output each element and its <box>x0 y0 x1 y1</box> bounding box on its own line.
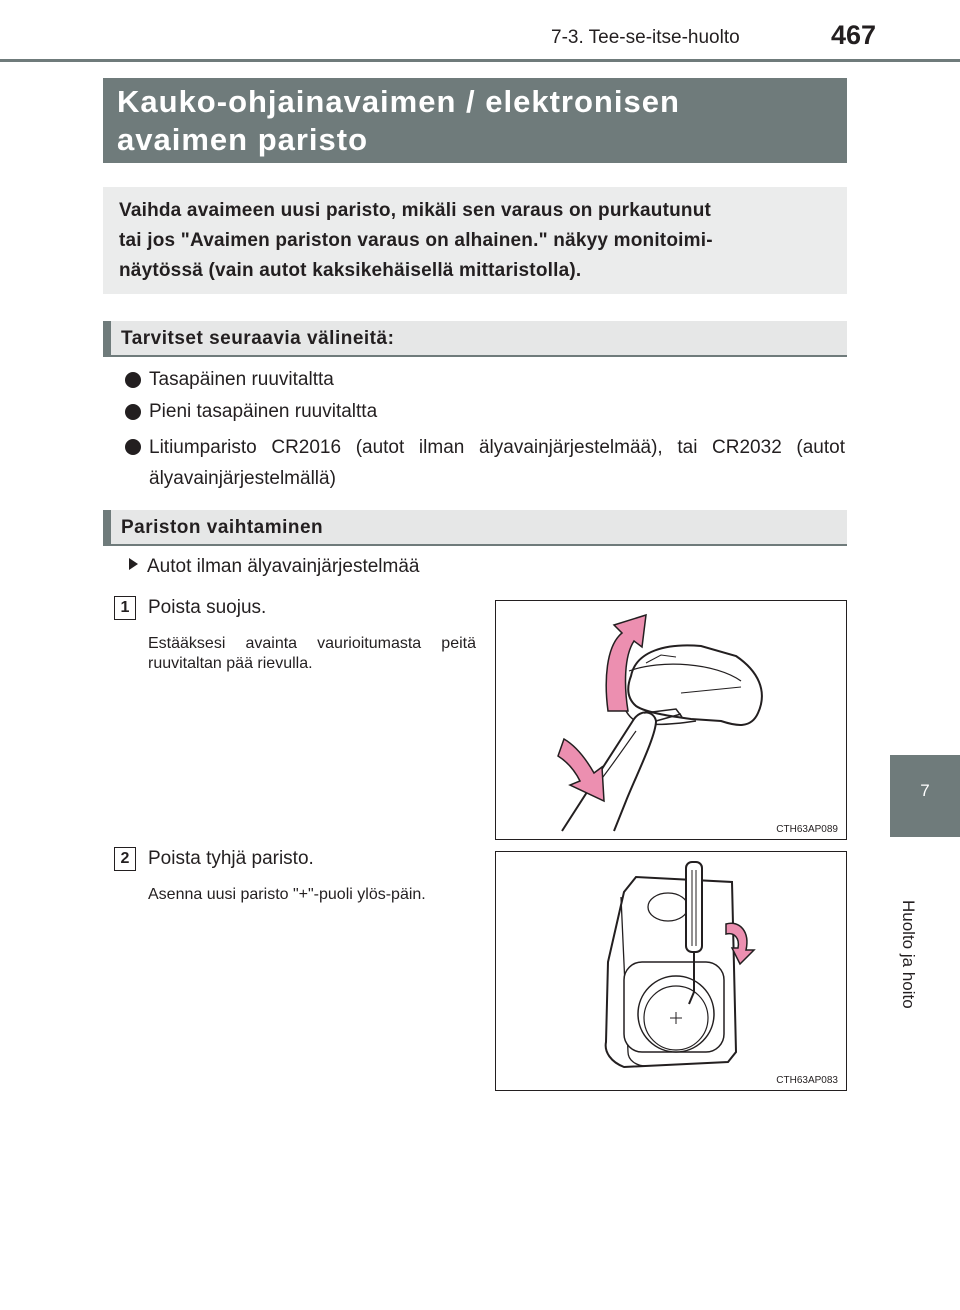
bullet-icon <box>125 439 141 455</box>
list-item <box>125 397 845 427</box>
page-title <box>103 78 847 163</box>
step-description: Estääksesi avainta vaurioitumasta peitä ruuvitaltan pää rievulla. <box>148 635 476 672</box>
intro-line-1: Vaihda avaimeen uusi paristo, mikäli sen varaus on purkautunut <box>119 200 712 221</box>
variant-text: Autot ilman älyavainjärjestelmää <box>147 556 420 577</box>
figure-code: CTH63AP083 <box>776 1075 838 1086</box>
page-number: 467 <box>831 20 877 50</box>
key-cover-illustration <box>496 601 848 841</box>
step-number-badge: 2 <box>114 847 136 871</box>
step-title: Poista tyhjä paristo. <box>148 848 314 869</box>
figure-remove-cover <box>495 600 847 840</box>
tools-heading-label: Tarvitset seuraavia välineitä: <box>121 328 395 349</box>
triangle-bullet-icon <box>129 558 138 570</box>
list-item-text: Litiumparisto CR2016 (autot ilman älyavainjärjestelmää), tai CR2032 (autot älyavainjärjestelmällä) <box>149 437 845 489</box>
bullet-icon <box>125 372 141 388</box>
variant-label <box>129 556 419 578</box>
list-item <box>125 365 845 395</box>
list-item <box>125 432 845 494</box>
replacement-heading <box>103 510 847 546</box>
intro-line-3: näytössä (vain autot kaksikehäisellä mittaristolla). <box>119 260 582 281</box>
figure-code: CTH63AP089 <box>776 824 838 835</box>
title-line-2: avaimen paristo <box>117 122 369 157</box>
list-item-text: Pieni tasapäinen ruuvitaltta <box>149 401 378 422</box>
intro-line-2: tai jos "Avaimen pariston varaus on alhainen." näkyy monitoimi- <box>119 230 713 251</box>
figure-remove-battery <box>495 851 847 1091</box>
step-number-badge: 1 <box>114 596 136 620</box>
step-title: Poista suojus. <box>148 597 267 618</box>
chapter-title: Huolto ja hoito <box>899 900 918 1009</box>
heading-bar <box>103 510 111 544</box>
bullet-icon <box>125 404 141 420</box>
battery-removal-illustration <box>496 852 848 1092</box>
intro-box <box>103 187 847 294</box>
header-divider <box>0 59 960 62</box>
chapter-tab <box>890 755 960 837</box>
chapter-number: 7 <box>920 781 930 800</box>
section-header: 7-3. Tee-se-itse-huolto <box>551 27 740 48</box>
heading-bar <box>103 321 111 355</box>
list-item-text: Tasapäinen ruuvitaltta <box>149 369 334 390</box>
tools-heading <box>103 321 847 357</box>
replacement-heading-label: Pariston vaihtaminen <box>121 517 324 538</box>
step-description: Asenna uusi paristo "+"-puoli ylös-päin. <box>148 886 426 903</box>
title-line-1: Kauko-ohjainavaimen / elektronisen <box>117 84 680 119</box>
